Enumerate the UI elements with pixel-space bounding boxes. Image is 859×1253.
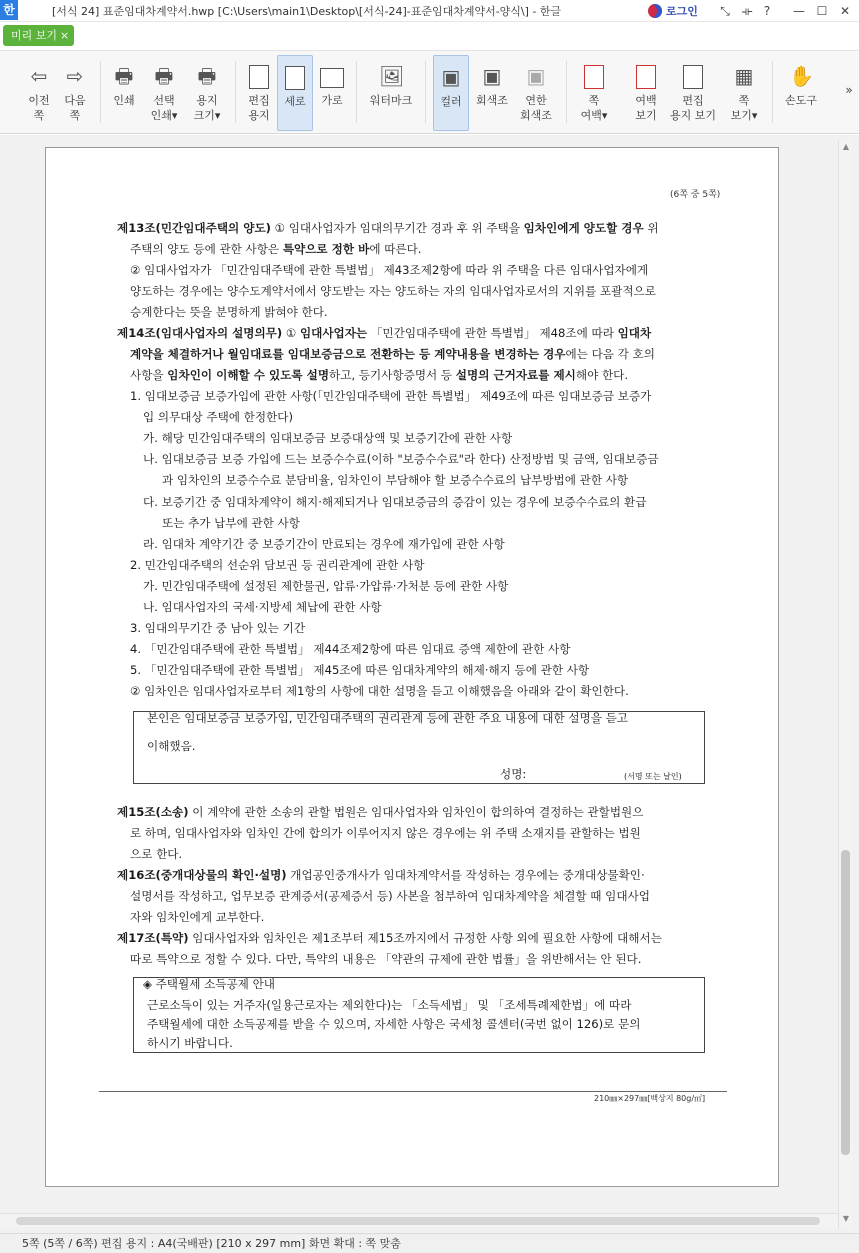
article-13-line-2 (130, 239, 421, 260)
margin-view-button[interactable] (626, 55, 666, 131)
horizontal-scrollbar[interactable] (0, 1213, 838, 1227)
bold-run: 임대사업자는 (299, 326, 368, 340)
text-run: 3. 임대의무기간 중 남아 있는 기간 (130, 621, 306, 635)
page-counter: (6쪽 중 5쪽) (670, 190, 721, 200)
preview-tab-label: 미리 보기 (11, 29, 58, 42)
text-run: 위 (643, 221, 659, 235)
bold-run: 제15조(소송) (117, 805, 189, 819)
signature-hint (624, 766, 682, 787)
toolbar-separator (772, 61, 773, 123)
article-14-line-1 (117, 323, 651, 344)
bold-run: 제14조(임대사업자의 설명의무) (117, 326, 283, 340)
vertical-scroll-thumb[interactable] (841, 850, 850, 1155)
status-bar: 5쪽 (5쪽 / 6쪽) 편집 용지 : A4(국배판) [210 x 297 mm] 화면 확대 : 쪽 맞춤 (0, 1233, 859, 1253)
article-16-line-1 (117, 865, 645, 886)
footer-rule (99, 1091, 727, 1092)
scroll-up-icon[interactable]: ▲ (842, 142, 850, 151)
page-view-label: 쪽 보기▾ (730, 94, 758, 122)
preview-tab-close-icon[interactable]: × (60, 29, 70, 42)
edit-paper-view-button[interactable] (666, 55, 720, 131)
text-run: 하고, 등기사항증명서 등 (329, 368, 456, 382)
text-run: ② 임차인은 임대사업자로부터 제1항의 사항에 대한 설명을 듣고 이해했음을 아래와 같이 확인한다. (130, 684, 629, 698)
toolbar-separator (100, 61, 101, 123)
text-run: 하시기 바랍니다. (147, 1036, 233, 1050)
text-run: 으로 한다. (130, 847, 183, 861)
text-run: 4. 「민간임대주택에 관한 특별법」 제44조제2항에 따른 임대료 증액 제한에 관한 사항 (130, 642, 571, 656)
prev-page-label: 이전 쪽 (28, 94, 50, 122)
text-run: 라. 임대차 계약기간 중 보증기간이 만료되는 경우에 재가입에 관한 사항 (143, 537, 505, 551)
confirmation-text-2 (147, 736, 195, 757)
text-run: 다. 보증기간 중 임대차계약이 해지·해제되거나 임대보증금의 증감이 있는 경우에 보증수수료의 환급 (143, 495, 647, 509)
paper-size-note: 210㎜×297㎜[백상지 80g/㎡] (594, 1094, 706, 1103)
text-run: 양도하는 경우에는 양수도계약서에서 양도받는 자는 양도하는 자의 임대사업자로서의 지위를 포괄적으로 (130, 284, 656, 298)
text-run: 자와 임차인에게 교부한다. (130, 910, 265, 924)
confirmation-text-1 (147, 708, 628, 729)
text-run: 임대사업자와 임차인은 제1조부터 제15조까지에서 규정한 사항 외에 필요한 사항에 대해서는 (188, 931, 662, 945)
portrait-label: 세로 (284, 95, 306, 108)
text-run: 5. 「민간임대주택에 관한 특별법」 제45조에 따른 임대차계약의 해제·해지 등에 관한 사항 (130, 663, 590, 677)
help-icon[interactable]: ? (763, 4, 771, 18)
margin-view-icon (636, 65, 656, 89)
article-14-item-2 (130, 555, 424, 576)
tax-notice-line-3 (147, 1033, 233, 1054)
article-14-item-1-cont (143, 407, 293, 428)
bold-run: 제17조(특약) (117, 931, 189, 945)
edit-paper-view-icon (683, 65, 703, 89)
paper-size-button[interactable] (187, 55, 227, 131)
margin-view-label: 여백 보기 (635, 94, 657, 122)
bold-run: 특약으로 정한 바 (282, 242, 370, 256)
login-button[interactable]: 로그인 (666, 5, 698, 18)
text-run: 입 의무대상 주택에 한정한다) (143, 410, 293, 424)
toolbar-separator (566, 61, 567, 123)
page-view-icon: ▦ (734, 64, 754, 88)
landscape-label: 가로 (321, 94, 343, 107)
bold-run: 계약을 체결하거나 월임대료를 임대보증금으로 전환하는 등 계약내용을 변경하는 경우 (130, 347, 566, 361)
toolbar-separator (356, 61, 357, 123)
color-label: 컬러 (440, 95, 462, 108)
hand-tool-label: 손도구 (785, 94, 817, 107)
bold-run: 임차인에게 양도할 경우 (523, 221, 644, 235)
text-run: 승계한다는 뜻을 분명하게 밝혀야 한다. (130, 305, 328, 319)
bold-run: 제13조(민간임대주택의 양도) (117, 221, 271, 235)
article-14-item-1-na (143, 449, 659, 470)
hand-tool-button[interactable] (780, 55, 822, 131)
edit-paper-icon (249, 65, 269, 89)
toolbar-separator (425, 61, 426, 123)
article-14-item-1 (130, 386, 651, 407)
title-bar (0, 0, 859, 22)
article-17-line-2 (130, 949, 641, 970)
article-15-line-3 (130, 844, 182, 865)
watermark-label: 워터마크 (369, 94, 413, 107)
light-grayscale-icon: ▣ (526, 64, 546, 88)
bold-run: 설명의 근거자료를 제시 (455, 368, 576, 382)
window-title: [서식 24] 표준임대차계약서.hwp [C:\Users\main1\Desktop\[서식-24]-표준임대차계약서-양식\] - 한글 (52, 5, 562, 18)
text-run: ② 임대사업자가 「민간임대주택에 관한 특별법」 제43조제2항에 따라 위 주택을 다른 임대사업자에게 (130, 263, 649, 277)
text-run: 본인은 임대보증금 보증가입, 민간임대주택의 권리관계 등에 관한 주요 내용에 대한 설명을 듣고 (147, 711, 629, 725)
layout-toggle-icon[interactable]: ⟛ (741, 4, 753, 18)
article-13-line-4 (130, 281, 656, 302)
text-run: ◈ 주택월세 소득공제 안내 (143, 977, 275, 991)
toolbar-more-icon[interactable]: » (845, 83, 853, 97)
article-14-item-3 (130, 618, 305, 639)
text-run: 해야 한다. (575, 368, 629, 382)
article-16-line-2 (130, 886, 650, 907)
light-grayscale-label: 연한 회색조 (520, 94, 552, 122)
paper-size-icon: 🖶 (197, 64, 217, 88)
text-run: 나. 임대사업자의 국세·지방세 체납에 관한 사항 (143, 600, 382, 614)
text-run: 설명서를 작성하고, 업무보증 관계증서(공제증서 등) 사본을 첨부하여 임대차계약을 체결할 때 임대사업 (130, 889, 650, 903)
text-run: 과 임차인의 보증수수료 분담비율, 임차인이 부담해야 할 보증수수료의 납부방법에 관한 사항 (162, 473, 629, 487)
grayscale-button[interactable] (472, 55, 512, 131)
text-run: 또는 추가 납부에 관한 사항 (162, 516, 300, 530)
text-run: 「민간임대주택에 관한 특별법」 제48조에 따라 (367, 326, 618, 340)
edit-paper-view-label: 편집 용지 보기 (669, 94, 716, 122)
fullscreen-icon[interactable]: ⤡ (720, 4, 730, 18)
text-run: 성명: (500, 767, 527, 781)
tax-notice-title (143, 974, 275, 995)
article-14-item-5 (130, 660, 589, 681)
article-15-line-1 (117, 802, 643, 823)
select-print-button[interactable] (144, 55, 184, 131)
article-13-line-5 (130, 302, 328, 323)
color-button[interactable] (433, 55, 469, 131)
close-button[interactable]: ✕ (839, 4, 851, 18)
bold-run: 임대차 (617, 326, 652, 340)
text-run: 근로소득이 있는 거주자(일용근로자는 제외한다)는 「소득세법」 및 「조세특례제한법」에 따라 (147, 998, 632, 1012)
tax-notice-line-1 (147, 995, 631, 1016)
print-icon: 🖶 (114, 64, 134, 88)
text-run: 개업공인중개사가 임대차계약서를 작성하는 경우에는 중개대상물확인· (286, 868, 645, 882)
text-run: 주택의 양도 등에 관한 사항은 (130, 242, 283, 256)
article-16-line-3 (130, 907, 264, 928)
color-icon: ▣ (441, 65, 461, 89)
grayscale-icon: ▣ (482, 64, 502, 88)
article-14-item-1-na-cont (162, 470, 628, 491)
text-run: 따로 특약으로 정할 수 있다. 다만, 특약의 내용은 「약관의 규제에 관한 법률」을 위반해서는 안 된다. (130, 952, 642, 966)
bold-run: 임차인이 이해할 수 있도록 설명 (167, 368, 330, 382)
page-margin-button[interactable] (574, 55, 614, 131)
maximize-button[interactable]: ☐ (816, 4, 828, 18)
prev-page-icon: ⇦ (30, 64, 48, 88)
article-14-item-1-da (143, 492, 646, 513)
article-13-line-1 (117, 218, 659, 239)
text-run: 이해했음. (147, 739, 196, 753)
text-run: (서명 또는 날인) (624, 772, 682, 781)
text-run: 2. 민간임대주택의 선순위 담보권 등 권리관계에 관한 사항 (130, 558, 425, 572)
next-page-button[interactable] (57, 55, 93, 131)
grayscale-label: 회색조 (476, 94, 508, 107)
article-14-item-1-ga (143, 428, 512, 449)
select-print-label: 선택 인쇄▾ (150, 94, 178, 122)
text-run: ① (282, 326, 300, 340)
next-page-icon: ⇨ (66, 64, 84, 88)
portrait-button[interactable] (277, 55, 313, 131)
watermark-icon: 🖼 (379, 64, 405, 88)
page-margin-icon (584, 65, 604, 89)
print-button[interactable] (106, 55, 142, 131)
article-14-line-3 (130, 365, 628, 386)
page-margin-label: 쪽 여백▾ (580, 94, 608, 122)
text-run: 주택월세에 대한 소득공제를 받을 수 있으며, 자세한 사항은 국세청 콜센터(국번 없이 126)로 문의 (147, 1017, 641, 1031)
article-14-item-4 (130, 639, 570, 660)
signature-label (500, 764, 526, 785)
text-run: 이 계약에 관한 소송의 관할 법원은 임대사업자와 임차인이 합의하여 결정하는 관할법원으 (188, 805, 644, 819)
text-run: 가. 해당 민간임대주택의 임대보증금 보증대상액 및 보증기간에 관한 사항 (143, 431, 513, 445)
landscape-button[interactable] (314, 55, 350, 131)
preview-tab[interactable] (3, 25, 74, 46)
horizontal-scroll-thumb[interactable] (16, 1217, 820, 1225)
hand-tool-icon: ✋ (789, 64, 814, 88)
text-run: 에 따른다. (369, 242, 422, 256)
paper-size-label: 용지 크기▾ (193, 94, 221, 122)
article-15-line-2 (130, 823, 641, 844)
bold-run: 제16조(중개대상물의 확인·설명) (117, 868, 287, 882)
text-run: 가. 민간임대주택에 설정된 제한물권, 압류·가압류·가처분 등에 관한 사항 (143, 579, 509, 593)
prev-page-button[interactable] (21, 55, 57, 131)
landscape-icon (320, 68, 344, 88)
preview-toolbar (0, 50, 859, 134)
text-run: ① 임대사업자가 임대의무기간 경과 후 위 주택을 (270, 221, 524, 235)
page-view-button[interactable] (724, 55, 764, 131)
edit-paper-label: 편집 용지 (248, 94, 270, 122)
minimize-button[interactable]: — (793, 4, 805, 18)
select-print-icon: 🖶 (154, 64, 174, 88)
watermark-button[interactable] (364, 55, 418, 131)
text-run: 사항을 (130, 368, 168, 382)
edit-paper-button[interactable] (241, 55, 277, 131)
scroll-down-icon[interactable]: ▼ (842, 1214, 850, 1223)
vertical-scrollbar[interactable] (838, 140, 852, 1228)
next-page-label: 다음 쪽 (64, 94, 86, 122)
article-13-line-3 (130, 260, 648, 281)
article-14-item-1-da-cont (162, 513, 300, 534)
article-17-line-1 (117, 928, 662, 949)
article-14-line-2 (130, 344, 655, 365)
login-icon[interactable] (648, 4, 662, 18)
article-14-item-2-ga (143, 576, 508, 597)
article-14-para-2 (130, 681, 629, 702)
portrait-icon (285, 66, 305, 90)
tax-notice-line-2 (147, 1014, 640, 1035)
article-14-item-2-na (143, 597, 382, 618)
article-14-item-1-ra (143, 534, 505, 555)
toolbar-separator (235, 61, 236, 123)
text-run: 나. 임대보증금 보증 가입에 드는 보증수수료(이하 "보증수수료"라 한다) 산정방법 및 금액, 임대보증금 (143, 452, 659, 466)
text-run: 1. 임대보증금 보증가입에 관한 사항(「민간임대주택에 관한 특별법」 제49조에 따른 임대보증금 보증가 (130, 389, 652, 403)
print-label: 인쇄 (113, 94, 135, 107)
hangul-logo-icon: 한 (0, 0, 18, 20)
text-run: 로 하며, 임대사업자와 임차인 간에 합의가 이루어지지 않은 경우에는 위 주택 소재지를 관할하는 법원 (130, 826, 641, 840)
text-run: 에는 다음 각 호의 (565, 347, 655, 361)
light-grayscale-button[interactable] (514, 55, 558, 131)
